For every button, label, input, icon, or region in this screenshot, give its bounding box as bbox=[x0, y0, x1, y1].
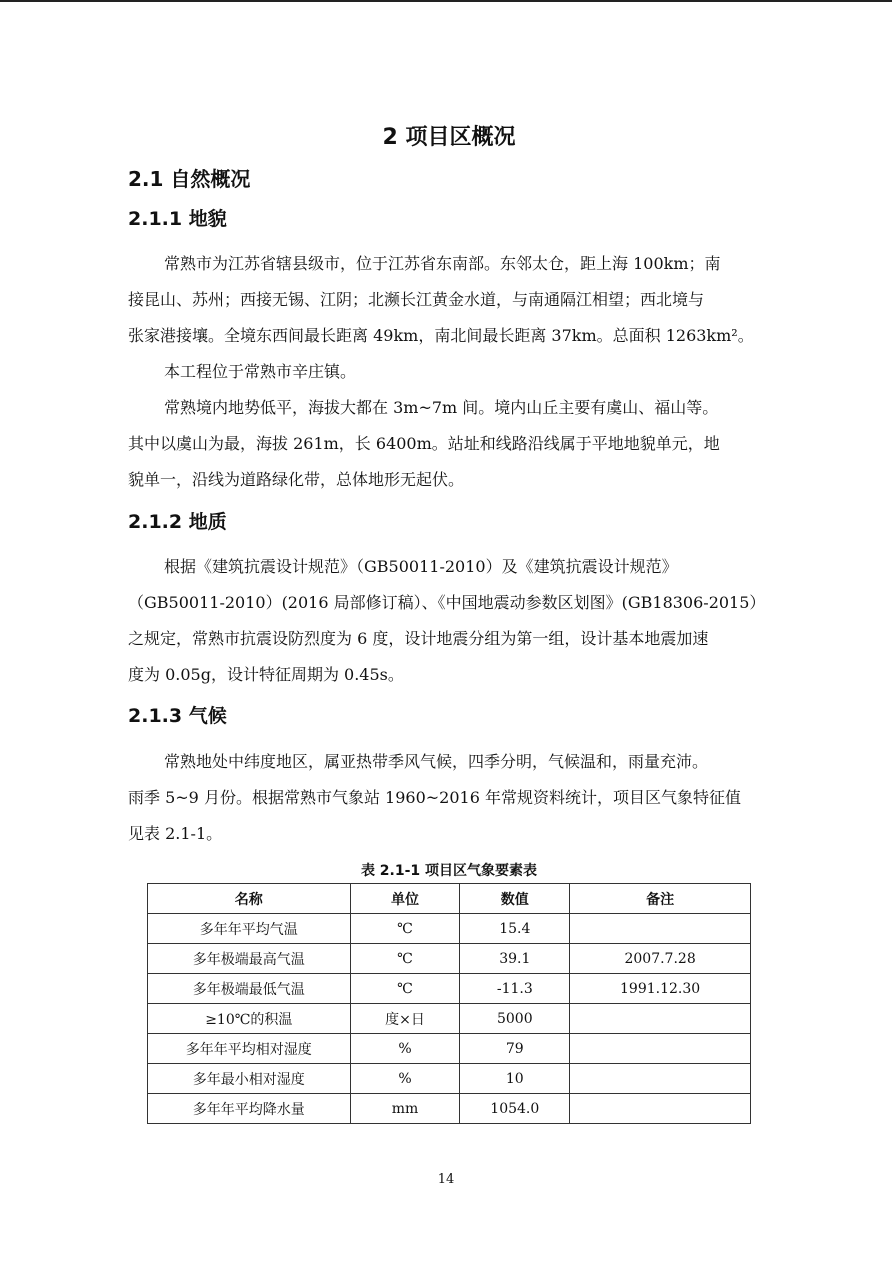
cell-value: 79 bbox=[460, 1034, 570, 1064]
cell-unit: % bbox=[350, 1034, 460, 1064]
cell-remark bbox=[570, 914, 751, 944]
cell-remark: 2007.7.28 bbox=[570, 944, 751, 974]
text-line: 本工程位于常熟市辛庄镇。 bbox=[164, 362, 357, 381]
section-heading-2-1-3: 2.1.3 气候 bbox=[128, 705, 227, 727]
table-caption: 表 2.1-1 项目区气象要素表 bbox=[360, 863, 538, 879]
cell-name: 多年极端最低气温 bbox=[148, 974, 351, 1004]
text-line: 常熟市为江苏省辖县级市，位于江苏省东南部。东邻太仓，距上海 100km；南 bbox=[164, 254, 721, 273]
cell-unit: ℃ bbox=[350, 944, 460, 974]
column-header-remark: 备注 bbox=[570, 884, 751, 914]
cell-value: 10 bbox=[460, 1064, 570, 1094]
cell-name: 多年年平均气温 bbox=[148, 914, 351, 944]
cell-remark bbox=[570, 1034, 751, 1064]
table-row bbox=[148, 1094, 751, 1124]
table-row bbox=[148, 1034, 751, 1064]
top-border-line bbox=[0, 0, 892, 2]
text-line: 根据《建筑抗震设计规范》（GB50011-2010）及《建筑抗震设计规范》 bbox=[164, 557, 678, 576]
paragraph-geology bbox=[128, 549, 770, 693]
cell-unit: mm bbox=[350, 1094, 460, 1124]
table-row bbox=[148, 944, 751, 974]
text-line: 度为 0.05g，设计特征周期为 0.45s。 bbox=[128, 665, 404, 684]
cell-name: 多年年平均降水量 bbox=[148, 1094, 351, 1124]
cell-remark: 1991.12.30 bbox=[570, 974, 751, 1004]
text-line: 接昆山、苏州；西接无锡、江阴；北濒长江黄金水道，与南通隔江相望；西北境与 bbox=[128, 290, 705, 309]
cell-value: 1054.0 bbox=[460, 1094, 570, 1124]
text-line: 常熟境内地势低平，海拔大都在 3m~7m 间。境内山丘主要有虞山、福山等。 bbox=[164, 398, 719, 417]
text-line: 常熟地处中纬度地区，属亚热带季风气候，四季分明，气候温和，雨量充沛。 bbox=[164, 752, 709, 771]
cell-value: 5000 bbox=[460, 1004, 570, 1034]
cell-name: ≥10℃的积温 bbox=[148, 1004, 351, 1034]
paragraph-landform-1 bbox=[128, 246, 770, 354]
text-line: 见表 2.1-1。 bbox=[128, 824, 223, 843]
text-line: 雨季 5~9 月份。根据常熟市气象站 1960~2016 年常规资料统计，项目区气象特征值 bbox=[128, 788, 741, 807]
table-row bbox=[148, 1064, 751, 1094]
text-line: 张家港接壤。全境东西间最长距离 49km，南北间最长距离 37km。总面积 1263km²。 bbox=[128, 326, 754, 345]
paragraph-landform-3 bbox=[128, 390, 770, 498]
text-line: 貌单一，沿线为道路绿化带，总体地形无起伏。 bbox=[128, 470, 465, 489]
column-header-value: 数值 bbox=[460, 884, 570, 914]
table-row bbox=[148, 914, 751, 944]
cell-unit: % bbox=[350, 1064, 460, 1094]
text-line: 其中以虞山为最，海拔 261m，长 6400m。站址和线路沿线属于平地地貌单元，地 bbox=[128, 434, 720, 453]
cell-value: -11.3 bbox=[460, 974, 570, 1004]
cell-remark bbox=[570, 1094, 751, 1124]
column-header-unit: 单位 bbox=[350, 884, 460, 914]
table-header-row bbox=[148, 884, 751, 914]
cell-remark bbox=[570, 1004, 751, 1034]
cell-unit: ℃ bbox=[350, 914, 460, 944]
text-line: 之规定，常熟市抗震设防烈度为 6 度，设计地震分组为第一组，设计基本地震加速 bbox=[128, 629, 709, 648]
cell-name: 多年年平均相对湿度 bbox=[148, 1034, 351, 1064]
section-heading-2-1-2: 2.1.2 地质 bbox=[128, 511, 227, 533]
chapter-title: 2 项目区概况 bbox=[382, 125, 516, 150]
text-line: （GB50011-2010）(2016 局部修订稿）、《中国地震动参数区划图》(GB18306-2015） bbox=[128, 593, 766, 612]
cell-remark bbox=[570, 1064, 751, 1094]
table-row bbox=[148, 1004, 751, 1034]
cell-value: 39.1 bbox=[460, 944, 570, 974]
section-heading-2-1: 2.1 自然概况 bbox=[128, 167, 251, 191]
cell-unit: 度×日 bbox=[350, 1004, 460, 1034]
paragraph-landform-2 bbox=[128, 354, 770, 390]
column-header-name: 名称 bbox=[148, 884, 351, 914]
cell-name: 多年最小相对湿度 bbox=[148, 1064, 351, 1094]
cell-unit: ℃ bbox=[350, 974, 460, 1004]
cell-name: 多年极端最高气温 bbox=[148, 944, 351, 974]
climate-table bbox=[147, 883, 751, 1124]
page-number: 14 bbox=[437, 1172, 455, 1187]
table-row bbox=[148, 974, 751, 1004]
section-heading-2-1-1: 2.1.1 地貌 bbox=[128, 208, 227, 230]
cell-value: 15.4 bbox=[460, 914, 570, 944]
paragraph-climate bbox=[128, 744, 770, 852]
